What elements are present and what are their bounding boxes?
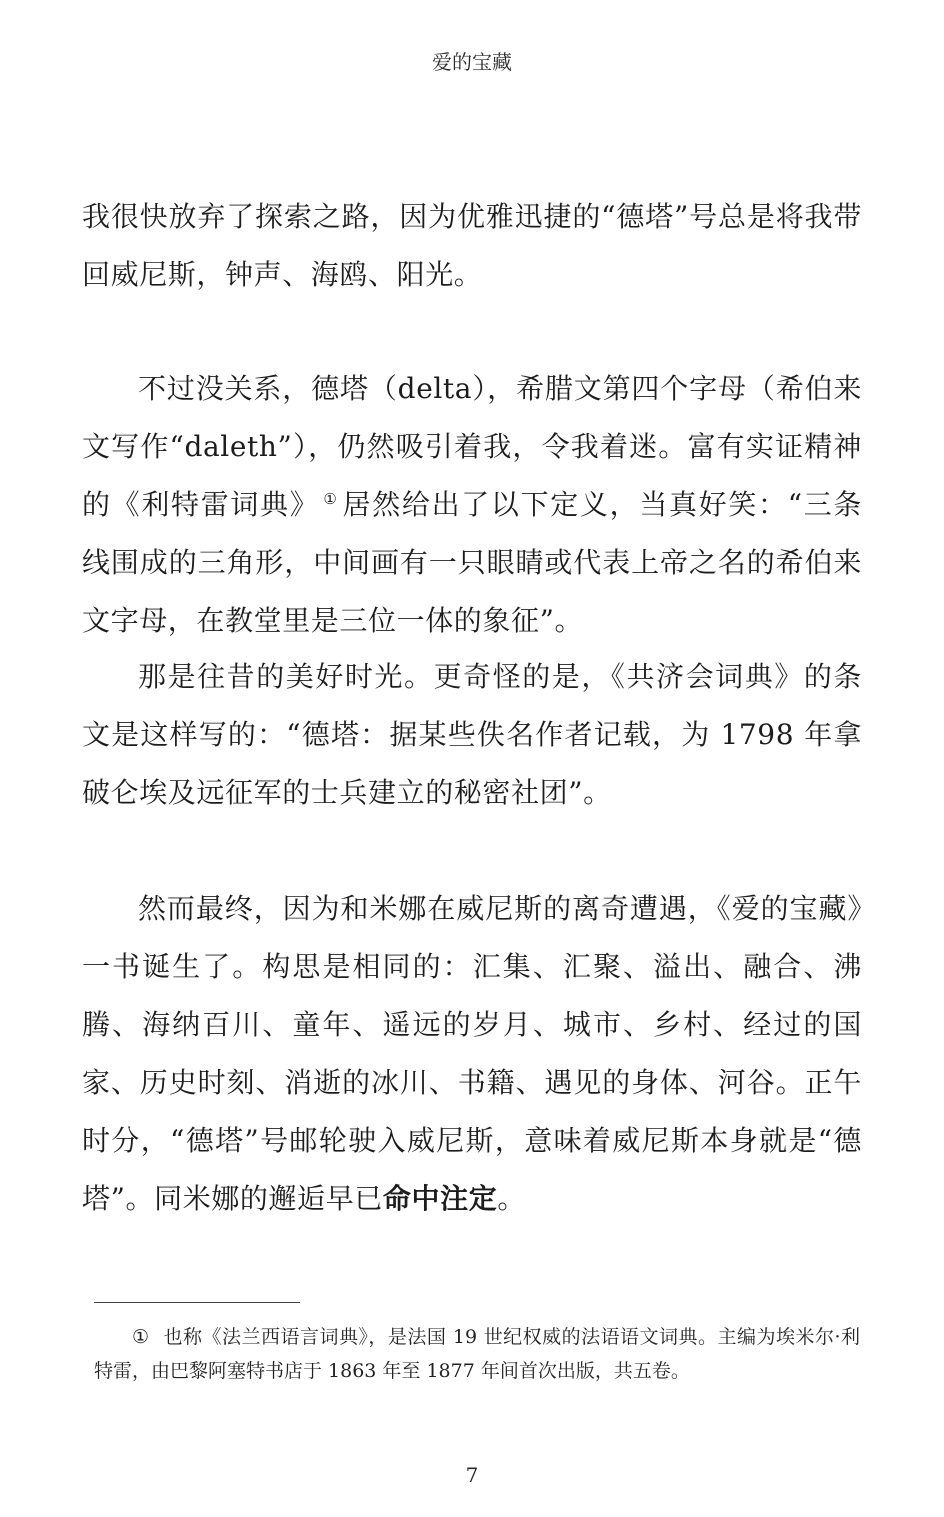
emphasis-text: 命中注定 [382,1182,498,1215]
footnote-reference[interactable]: ① [323,489,339,508]
paragraph-2-text-b: 居然给出了以下定义，当真好笑：“三条线围成的三角形，中间画有一只眼睛或代表上帝之名的希伯来文字母，在教堂里是三位一体的象征”。 [82,488,862,637]
paragraph-4-text: 然而最终，因为和米娜在威尼斯的离奇遭遇，《爱的宝藏》一书诞生了。构思是相同的：汇集、汇聚、溢出、融合、沸腾、海纳百川、童年、遥远的岁月、城市、乡村、经过的国家、历史时刻、消逝的冰川、书籍、遇见的身体、河谷。正午时分，“德塔”号邮轮驶入威尼斯，意味着威尼斯本身就是“德塔”。同米娜的邂逅早已 [82,892,862,1215]
running-head: 爱的宝藏 [432,50,512,74]
page-number: 7 [465,1463,479,1487]
paragraph-2-text-a: 不过没关系，德塔（delta），希腊文第四个字母（希伯来文写作“daleth”），仍然吸引着我，令我着迷。富有实证精神的《利特雷词典》 [82,372,862,521]
footnote-mark: ① [132,1326,150,1348]
footnote [94,1320,860,1388]
footnote-text: 也称《法兰西语言词典》，是法国 19 世纪权威的法语语文词典。主编为埃米尔·利特雷，由巴黎阿塞特书店于 1863 年至 1877 年间首次出版，共五卷。 [94,1326,860,1382]
footnote-divider [94,1302,300,1303]
paragraph-4-end: 。 [497,1182,526,1215]
paragraph-2 [82,360,862,650]
paragraph-1: 我很快放弃了探索之路，因为优雅迅捷的“德塔”号总是将我带回威尼斯，钟声、海鸥、阳光。 [82,200,862,291]
paragraph-3: 那是往昔的美好时光。更奇怪的是，《共济会词典》的条文是这样写的：“德塔：据某些佚名作者记载，为 1798 年拿破仑埃及远征军的士兵建立的秘密社团”。 [82,660,862,809]
paragraph-4 [82,880,862,1228]
